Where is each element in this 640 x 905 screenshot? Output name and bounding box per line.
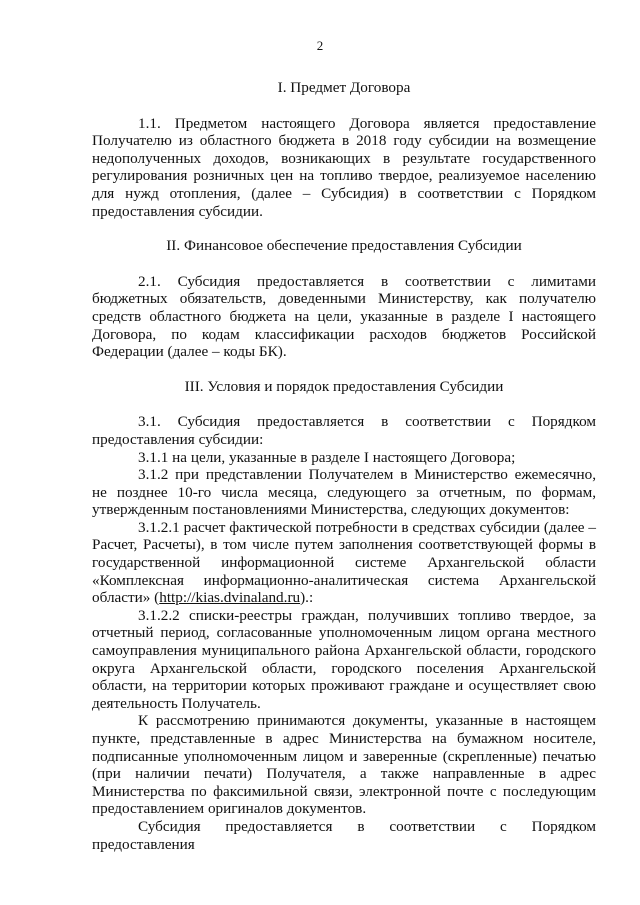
document-body [92,79,596,853]
section-title-1: I. Предмет Договора [277,79,411,96]
paragraph-documents-accepted: К рассмотрению принимаются документы, указанные в настоящем пункте, представленные в адрес Министерства на бумажном носителе, подписанные уполномоченным лицом и заверенные (скрепленные) печатью (при наличии печати) Получателя, а также направленные в адрес Министерства по факсимильной связи, электронной почте с последующим предоставлением оригиналов документов. [92,712,596,818]
paragraph-3-1-1: 3.1.1 на цели, указанные в разделе I настоящего Договора; [138,448,516,466]
link-suffix: ).: [300,589,314,607]
paragraph-subsidy-provision: Субсидия предоставляется в соответствии с Порядком предоставления [92,817,596,853]
paragraph-1-1: 1.1. Предметом настоящего Договора является предоставление Получателю из областного бюджета в 2018 году субсидии на возмещение недополученных доходов, возникающих в результате государственного регулирования розничных цен на топливо твердое, реализуемое населению для нужд отопления, (далее – Субсидия) в соответствии с Порядком предоставления субсидии. [92,114,596,220]
paragraph-3-1-2-1-text: 3.1.2.1 расчет фактической потребности в средствах субсидии (далее – Расчет, Расчеты), в том числе путем заполнения соответствующей формы в государственной информационной системе Архангельской области «Комплексная информационно-аналитическая система Архангельской области» ( [92,518,596,607]
section-title-2: II. Финансовое обеспечение предоставления Субсидии [166,237,522,255]
paragraph-2-1: 2.1. Субсидия предоставляется в соответствии с лимитами бюджетных обязательств, доведенными Министерству, как получателю средств областного бюджета на цели, указанные в разделе I настоящего Договора, по кодам классификации расходов бюджетов Российской Федерации (далее – коды БК). [92,272,596,361]
kias-link[interactable]: http://kias.dvinaland.ru [159,589,301,607]
page-number: 2 [316,38,324,53]
section-title-3: III. Условия и порядок предоставления Субсидии [184,377,504,395]
paragraph-3-1-2-2: 3.1.2.2 списки-реестры граждан, получивших топливо твердое, за отчетный период, согласованные уполномоченным лицом органа местного самоуправления муниципального района Архангельской области, городского округа Архангельской области, городского поселения Архангельской области, на территории которых проживают граждане и осуществляет свою деятельность Получатель. [92,606,596,712]
paragraph-3-1: 3.1. Субсидия предоставляется в соответствии с Порядком предоставления субсидии: [92,413,596,448]
paragraph-3-1-2-1 [92,519,596,607]
paragraph-3-1-2: 3.1.2 при представлении Получателем в Министерство ежемесячно, не позднее 10-го числа месяца, следующего за отчетным, по формам, утвержденным постановлениями Министерства, следующих документов: [92,466,596,519]
